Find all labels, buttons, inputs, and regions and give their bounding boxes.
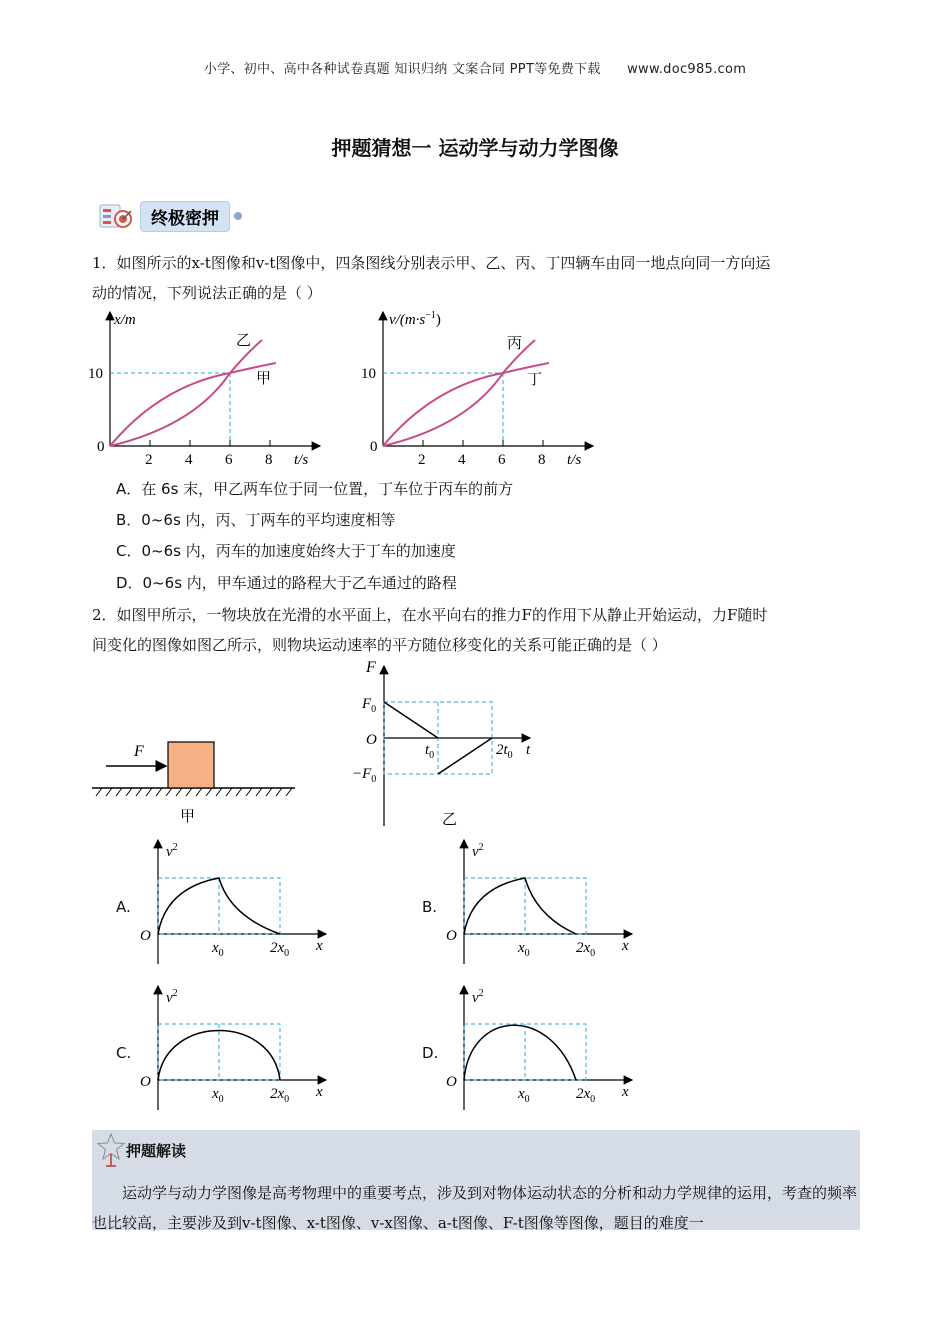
xt-chart [88,312,320,468]
xt-label-yi: 乙 [236,333,252,349]
q1-stem [92,248,862,308]
graph-b-2x0 [576,940,595,959]
graph-c-ylabel-sup: 2 [172,988,178,999]
graph-c-2x0-main: 2x [270,1086,285,1102]
q1-stem-line2: 动的情况，下列说法正确的是（ ） [92,284,322,302]
xt-tick-10: 10 [88,366,103,382]
ft-tick-2t0-main: 2t [496,742,508,758]
ft-tick-2t0 [496,742,513,761]
ft-tick-negf0-main: −F [352,766,372,782]
graph-d-x0-sub: 0 [524,1094,530,1105]
vt-line-bing [383,340,535,446]
ft-tick-t0-main: t [425,742,430,758]
graph-a-xlabel: x [316,938,323,954]
page-header [0,58,950,77]
target-icon [98,201,134,231]
graph-d-ylabel-sup: 2 [478,988,484,999]
xt-tick-0: 0 [97,439,105,455]
graph-a-ylabel [166,842,178,860]
q2-option-d-label[interactable]: D. [422,1044,439,1062]
graph-c-ylabel [166,988,178,1006]
graph-d-2x0-sub: 0 [590,1094,596,1105]
graph-a-x0 [211,940,224,959]
badge-label: 终极密押 [140,201,230,232]
ft-ylabel: F [366,659,376,676]
xt-tick-4: 4 [185,452,193,468]
q2-stem-line1: 2．如图甲所示，一物块放在光滑的水平面上，在水平向右的推力F的作用下从静止开始运动，力F随时 [92,606,768,624]
graph-d-xlabel: x [622,1084,629,1100]
ft-xlabel: t [526,742,531,758]
graph-b-ylabel [472,842,484,860]
graph-c-2x0 [270,1086,289,1105]
graph-c[interactable] [140,986,326,1110]
ft-segment-1 [384,702,438,738]
vt-ylabel-end: ) [435,312,441,328]
q2-option-a-label[interactable]: A. [116,898,131,916]
graph-b-ylabel-main: v [472,844,479,860]
fig-yi-caption: 乙 [442,812,458,828]
header-text: 小学、初中、高中各种试卷真题 知识归纳 文案合同 PPT等免费下载 [203,62,601,77]
graph-b-xlabel: x [622,938,629,954]
graph-c-x0 [211,1086,224,1105]
q2-option-c-label[interactable]: C. [116,1044,132,1062]
vt-line-ding [383,363,549,446]
graph-d-x0-main: x [518,1086,525,1102]
vt-xlabel: t/s [567,452,582,468]
vt-tick-10: 10 [361,366,376,382]
graph-a[interactable] [140,840,326,964]
graph-c-x0-sub: 0 [218,1094,224,1105]
q1-option-a[interactable]: A．在 6s 末，甲乙两车位于同一位置，丁车位于丙车的前方 [116,480,514,498]
q2-stem-line2: 间变化的图像如图乙所示，则物块运动速率的平方随位移变化的关系可能正确的是（ ） [92,636,667,654]
section-badge [98,200,242,232]
ground-hatch [96,788,292,796]
ft-tick-negf0 [352,766,376,785]
vt-label-bing: 丙 [507,336,523,352]
vt-tick-8: 8 [538,452,546,468]
graph-a-x0-main: x [212,940,219,956]
q2-option-graphs [136,838,656,1114]
xt-xlabel: t/s [294,452,309,468]
force-label: F [134,743,144,760]
graph-d-x0 [517,1086,530,1105]
graph-b-ylabel-sup: 2 [478,842,484,853]
graph-b-x0-main: x [518,940,525,956]
q1-option-c[interactable]: C．0~6s 内，丙车的加速度始终大于丁车的加速度 [116,542,456,560]
xt-tick-2: 2 [145,452,153,468]
graph-d-2x0-main: 2x [576,1086,591,1102]
block-figure [92,742,295,825]
xt-label-jia: 甲 [256,371,272,387]
graph-c-origin: O [140,1074,151,1090]
graph-b-x0 [517,940,530,959]
ft-tick-f0-sub: 0 [371,704,377,715]
graph-b-origin: O [446,928,457,944]
graph-d[interactable] [446,986,632,1110]
vt-tick-6: 6 [498,452,506,468]
xt-tick-8: 8 [265,452,273,468]
graph-a-ylabel-sup: 2 [172,842,178,853]
xt-ylabel: x/m [114,312,136,328]
q2-figures [90,656,550,826]
block [168,742,214,788]
vt-label-ding: 丁 [527,372,543,388]
graph-b[interactable] [446,840,632,964]
graph-a-x0-sub: 0 [218,948,224,959]
xt-tick-6: 6 [225,452,233,468]
ft-tick-2t0-sub: 0 [507,750,513,761]
ft-origin: O [366,732,377,748]
graph-b-2x0-main: 2x [576,940,591,956]
vt-tick-0: 0 [370,439,378,455]
q2-stem [92,600,862,660]
analysis-box [92,1130,860,1230]
star-icon [96,1132,126,1168]
fig-jia-caption: 甲 [180,809,196,825]
q1-option-b[interactable]: B．0~6s 内，丙、丁两车的平均速度相等 [116,511,396,529]
graph-d-2x0 [576,1086,595,1105]
graph-c-x0-main: x [212,1086,219,1102]
graph-a-2x0-sub: 0 [284,948,290,959]
q1-option-d[interactable]: D．0~6s 内，甲车通过的路程大于乙车通过的路程 [116,574,457,592]
graph-b-2x0-sub: 0 [590,948,596,959]
xt-line-yi [110,340,262,446]
vt-ylabel-main: v/(m·s [389,312,426,328]
graph-a-2x0 [270,940,289,959]
graph-b-x0-sub: 0 [524,948,530,959]
vt-ylabel [389,310,441,328]
ft-tick-t0 [425,742,434,761]
q2-option-b-label[interactable]: B. [422,898,438,916]
graph-d-origin: O [446,1074,457,1090]
badge-dot [234,212,242,220]
ft-tick-t0-sub: 0 [429,750,435,761]
vt-tick-2: 2 [418,452,426,468]
page-title: 押题猜想一 运动学与动力学图像 [331,136,619,160]
graph-a-2x0-main: 2x [270,940,285,956]
analysis-heading: 押题解读 [126,1142,187,1160]
q1-figures [90,306,630,470]
ft-tick-f0 [361,696,376,715]
analysis-text: 运动学与动力学图像是高考物理中的重要考点，涉及到对物体运动状态的分析和动力学规律的运用，考查的频率也比较高，主要涉及到v-t图像、x-t图像、v-x图像、a-t图像、F-t图像等图像，题目的难度一 [92,1184,858,1232]
vt-ylabel-exp: −1 [425,310,436,321]
ft-tick-f0-main: F [362,696,372,712]
ft-segment-2 [438,738,492,774]
graph-c-2x0-sub: 0 [284,1094,290,1105]
xt-line-jia [110,363,276,446]
q1-stem-line1: 1．如图所示的x-t图像和v-t图像中，四条图线分别表示甲、乙、丙、丁四辆车由同一地点向同一方向运 [92,254,771,272]
vt-tick-4: 4 [458,452,466,468]
vt-chart [361,310,593,468]
graph-d-ylabel [472,988,484,1006]
graph-c-xlabel: x [316,1084,323,1100]
ft-chart [352,659,531,828]
graph-c-ylabel-main: v [166,990,173,1006]
graph-d-ylabel-main: v [472,990,479,1006]
graph-a-origin: O [140,928,151,944]
header-url[interactable]: www.doc985.com [627,62,747,77]
ft-tick-negf0-sub: 0 [371,774,377,785]
graph-a-ylabel-main: v [166,844,173,860]
